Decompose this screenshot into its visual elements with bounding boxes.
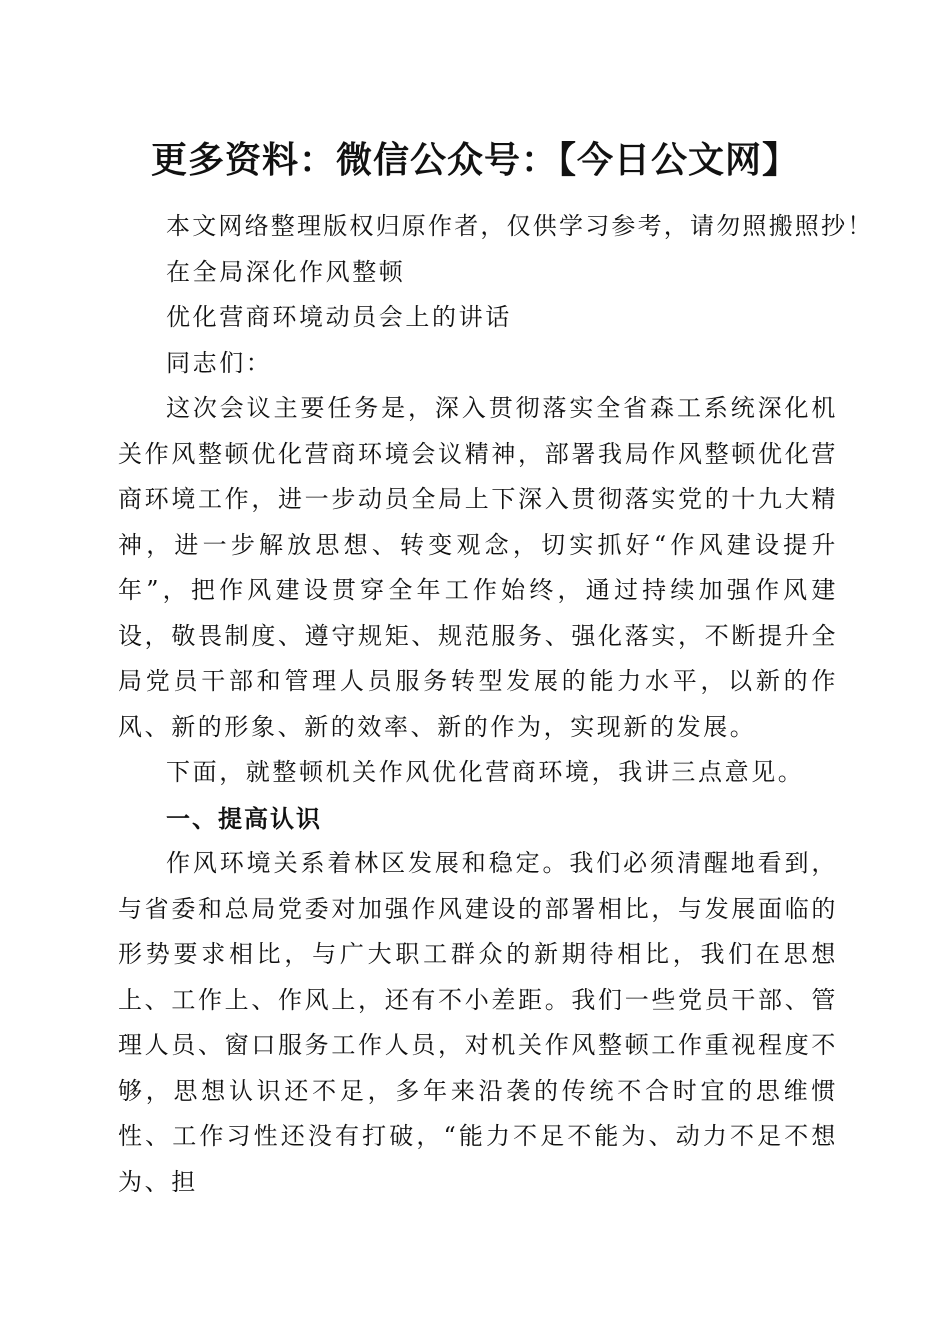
document-header-title: 更多资料：微信公众号：【今日公文网】: [150, 139, 799, 181]
speech-title-line-2: 优化营商环境动员会上的讲话: [166, 303, 512, 331]
document-body: [118, 200, 874, 1205]
section-heading-1: 一、提高认识: [166, 803, 322, 833]
salutation: 同志们：: [166, 348, 273, 377]
paragraph-outline: 下面，就整顿机关作风优化营商环境，我讲三点意见。: [166, 758, 805, 786]
copyright-notice: 本文网络整理版权归原作者，仅供学习参考，请勿照搬照抄！: [166, 212, 874, 240]
speech-title-line-1: 在全局深化作风整顿: [166, 257, 406, 286]
paragraph-intro: 这次会议主要任务是，深入贯彻落实全省森工系统深化机关作风整顿优化营商环境会议精神，部署我局作风整顿优化营商环境工作，进一步动员全局上下深入贯彻落实党的十九大精神，进一步解放思想、转变观念，切实抓好“作风建设提升年”，把作风建设贯穿全年工作始终，通过持续加强作风建设，敬畏制度、遵守规矩、规范服务、强化落实，不断提升全局党员干部和管理人员服务转型发展的能力水平，以新的作风、新的形象、新的效率、新的作为，实现新的发展。: [118, 394, 838, 741]
paragraph-section-1: 作风环境关系着林区发展和稳定。我们必须清醒地看到，与省委和总局党委对加强作风建设的部署相比，与发展面临的形势要求相比，与广大职工群众的新期待相比，我们在思想上、工作上、作风上，还有不小差距。我们一些党员干部、管理人员、窗口服务工作人员，对机关作风整顿工作重视程度不够，思想认识还不足，多年来沿袭的传统不合时宜的思维惯性、工作习性还没有打破，“能力不足不能为、动力不足不想为、担: [118, 849, 838, 1196]
